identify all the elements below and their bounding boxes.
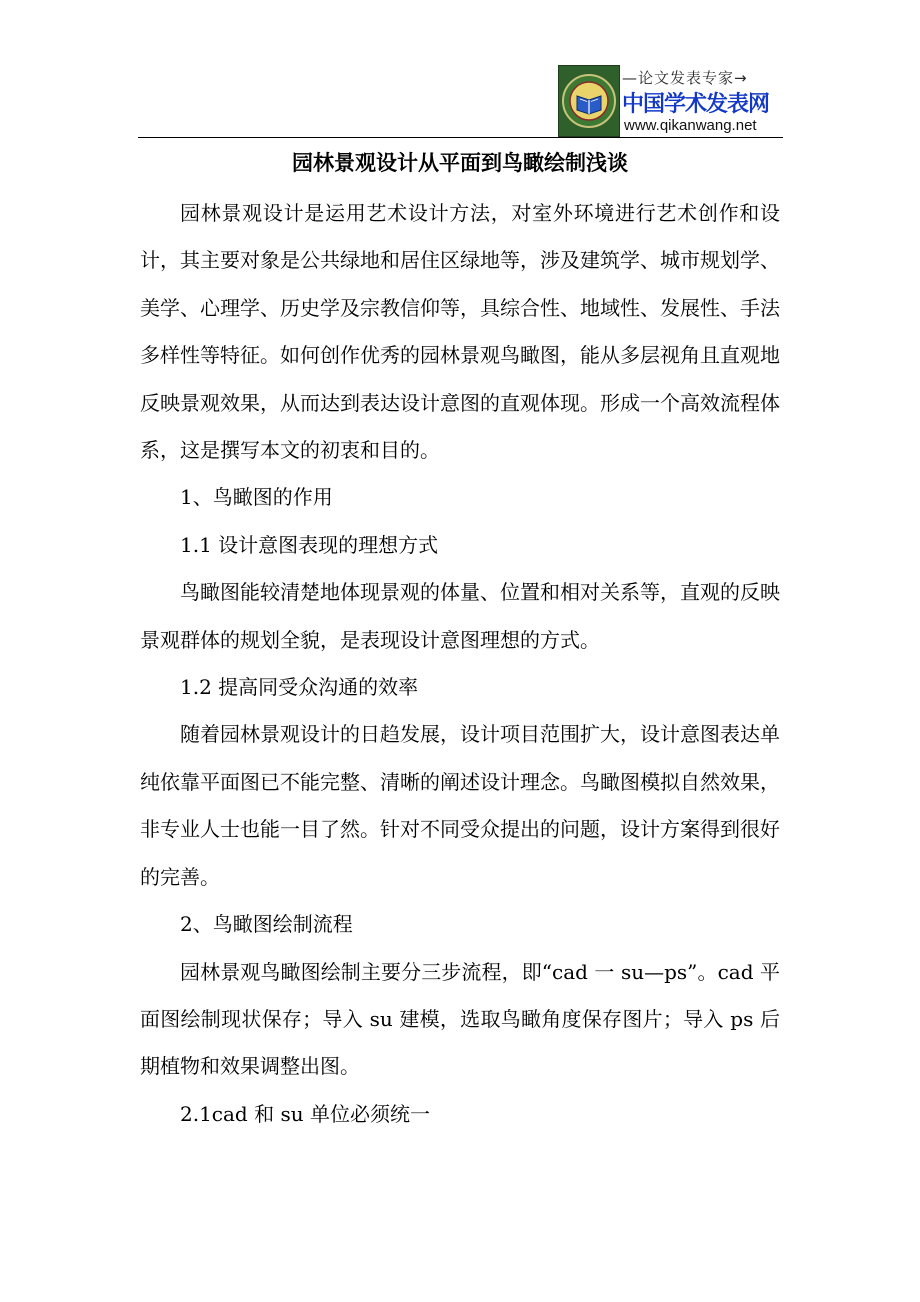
logo-url: www.qikanwang.net <box>624 117 757 134</box>
document-title: 园林景观设计从平面到鸟瞰绘制浅谈 <box>292 151 628 175</box>
logo-text-block <box>620 65 780 137</box>
document-body <box>140 190 780 1138</box>
section-heading-1: 1、鸟瞰图的作用 <box>180 485 333 510</box>
paragraph-2: 园林景观鸟瞰图绘制主要分三步流程，即“cad 一 su—ps”。cad 平面图绘制现状保存；导入 su 建模，选取鸟瞰角度保存图片；导入 ps 后期植物和效果调整出图。 <box>140 959 780 1079</box>
logo-name: 中国学术发表网 <box>622 92 770 117</box>
paragraph-1-2: 随着园林景观设计的日趋发展，设计项目范围扩大，设计意图表达单纯依靠平面图已不能完整、清晰的阐述设计理念。鸟瞰图模拟自然效果，非专业人士也能一目了然。针对不同受众提出的问题，设计方案得到很好的完善。 <box>140 722 780 889</box>
site-logo <box>558 65 780 137</box>
subsection-heading-1-2: 1.2 提高同受众沟通的效率 <box>180 675 419 700</box>
paragraph-intro: 园林景观设计是运用艺术设计方法，对室外环境进行艺术创作和设计，其主要对象是公共绿地和居住区绿地等，涉及建筑学、城市规划学、美学、心理学、历史学及宗教信仰等，具综合性、地域性、发展性、手法多样性等特征。如何创作优秀的园林景观鸟瞰图，能从多层视角且直观地反映景观效果，从而达到表达设计意图的直观体现。形成一个高效流程体系，这是撰写本文的初衷和目的。 <box>140 201 780 463</box>
subsection-heading-1-1: 1.1 设计意图表现的理想方式 <box>180 532 439 557</box>
subsection-heading-2-1: 2.1cad 和 su 单位必须统一 <box>180 1101 430 1126</box>
paragraph-1-1: 鸟瞰图能较清楚地体现景观的体量、位置和相对关系等，直观的反映景观群体的规划全貌，是表现设计意图理想的方式。 <box>140 580 780 652</box>
header-divider <box>138 137 783 138</box>
section-heading-2: 2、鸟瞰图绘制流程 <box>180 912 353 937</box>
logo-tagline: —论文发表专家→ <box>622 69 748 87</box>
book-emblem-icon <box>558 65 620 137</box>
